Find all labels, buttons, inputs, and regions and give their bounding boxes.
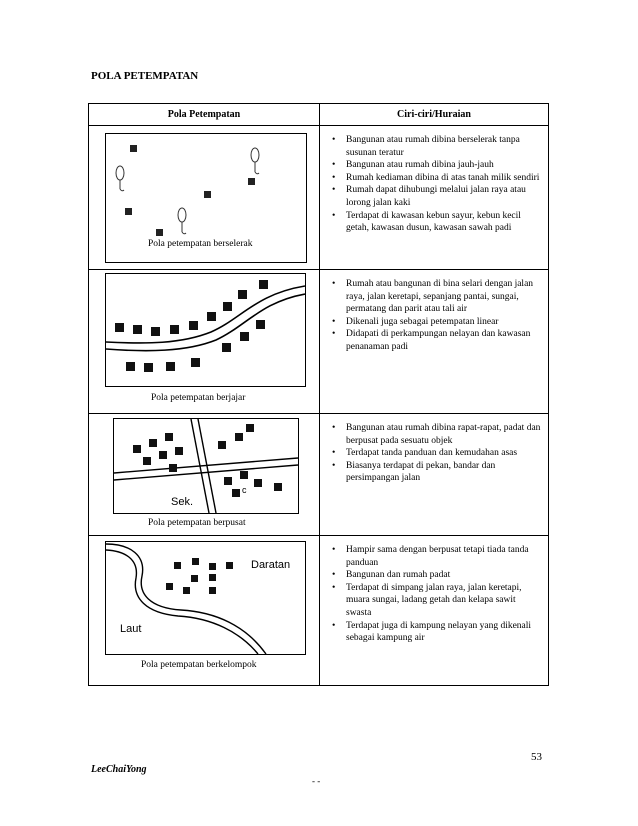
map-label-land: Daratan [251,559,291,571]
list-item: • Bangunan atau rumah dibina berselerak tanpa susunan teratur [346,134,542,159]
header-pattern: Pola Petempatan [89,104,320,126]
table-row [89,414,549,536]
table-header-row [89,104,549,126]
table-row [89,270,549,414]
page-title: POLA PETEMPATAN [91,70,199,82]
footer-mark: - - [312,776,321,786]
table-row [89,536,549,686]
settlement-table [88,103,549,686]
list-item: • Terdapat tanda panduan dan kemudahan asas [346,447,542,460]
list-item: • Bangunan atau rumah dibina rapat-rapat, padat dan berpusat pada sesuatu objek [346,422,542,447]
header-description: Ciri-ciri/Huraian [320,104,549,126]
bullet-list [326,422,542,485]
list-item: • Terdapat di simpang jalan raya, jalan keretapi, muara sungai, ladang getah dan kelapa sawit swasta [346,582,542,620]
description-cell [320,536,549,686]
list-item: • Hampir sama dengan berpusat tetapi tiada tanda panduan [346,544,542,569]
bullet-list [326,134,542,235]
list-item: • Rumah atau bangunan di bina selari dengan jalan raya, jalan keretapi, sepanjang pantai, sungai, permatang dan parit atau tali air [346,278,542,316]
list-item: • Biasanya terdapat di pekan, bandar dan persimpangan jalan [346,460,542,485]
linear-settlement-illustration [105,273,306,387]
list-item: • Dikenali juga sebagai petempatan linear [346,316,542,329]
list-item: • Rumah dapat dihubungi melalui jalan raya atau lorong jalan kaki [346,184,542,209]
bullet-list [326,544,542,645]
list-item: • Terdapat juga di kampung nelayan yang dikenali sebagai kampung air [346,620,542,645]
list-item: • Bangunan dan rumah padat [346,569,542,582]
page-number: 53 [531,751,542,763]
bullet-list [326,278,542,354]
pattern-caption: Pola petempatan berkelompok [141,660,257,670]
pattern-caption: Pola petempatan berselerak [148,239,253,249]
pattern-cell [89,536,320,686]
map-label-c: c [242,485,247,495]
pattern-cell [89,270,320,414]
description-cell [320,126,549,270]
list-item: • Didapati di perkampungan nelayan dan kawasan penanaman padi [346,328,542,353]
list-item: • Rumah kediaman dibina di atas tanah milik sendiri [346,172,542,185]
description-cell [320,270,549,414]
pattern-cell [89,126,320,270]
list-item: • Bangunan atau rumah dibina jauh-jauh [346,159,542,172]
nucleated-settlement-illustration [113,418,299,514]
list-item: • Terdapat di kawasan kebun sayur, kebun kecil getah, kawasan dusun, kawasan sawah padi [346,210,542,235]
table-row [89,126,549,270]
pattern-caption: Pola petempatan berpusat [148,518,246,528]
description-cell [320,414,549,536]
pattern-caption: Pola petempatan berjajar [151,393,246,403]
map-label-school: Sek. [171,496,194,508]
clustered-settlement-illustration [105,541,306,655]
pattern-cell [89,414,320,536]
map-label-sea: Laut [120,623,142,635]
author-name: LeeChaiYong [91,764,147,775]
